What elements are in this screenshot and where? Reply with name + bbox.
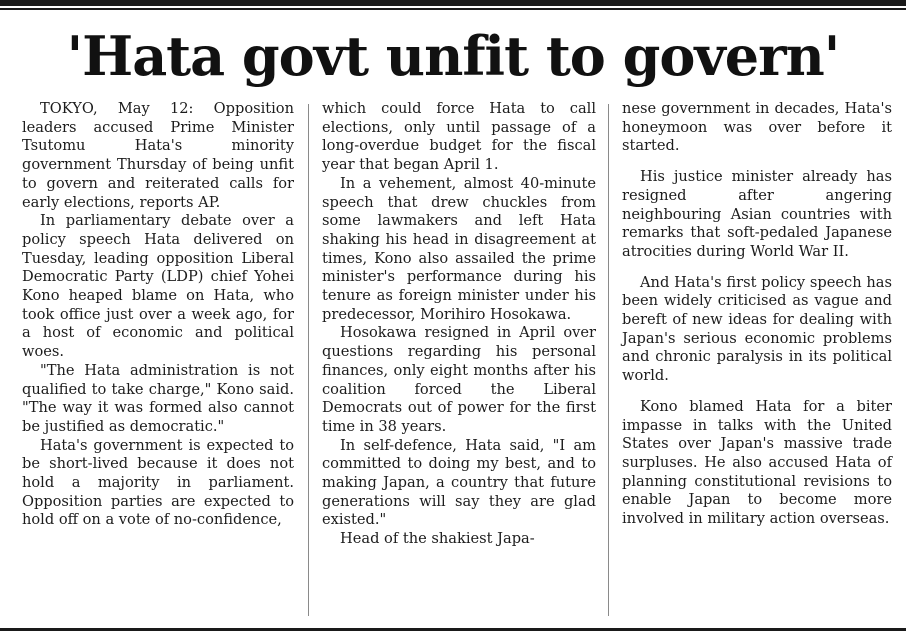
article-column-1: [22, 100, 294, 530]
bottom-rule: [0, 628, 906, 631]
paragraph: "The Hata administration is not qualified to take charge," Kono said. "The way it was formed also cannot be justified as democratic.": [22, 361, 294, 435]
paragraph: In self-defence, Hata said, "I am committed to doing my best, and to making Japan, a country that future generations will say they are glad existed.": [322, 436, 596, 529]
paragraph: TOKYO, May 12: Opposition leaders accused Prime Minister Tsutomu Hata's minority government Thursday of being unfit to govern and reiterated calls for early elections, reports AP.: [22, 100, 294, 211]
article-column-2: [322, 100, 596, 549]
paragraph: Hosokawa resigned in April over questions regarding his personal finances, only eight months after his coalition forced the Liberal Democrats out of power for the first time in 38 years.: [322, 324, 596, 435]
paragraph: which could force Hata to call elections, only until passage of a long-overdue budget for the fiscal year that began April 1.: [322, 100, 596, 174]
paragraph: Head of the shakiest Japa-: [340, 530, 535, 548]
article-column-3: [622, 100, 892, 529]
paragraph: His justice minister already has resigned after angering neighbouring Asian countries with remarks that soft-pedaled Japanese atrocities during World War II.: [622, 168, 892, 260]
paragraph: In parliamentary debate over a policy speech Hata delivered on Tuesday, leading opposition Liberal Democratic Party (LDP) chief Yohei Kono heaped blame on Hata, who took office just over a week ago, for a host of economic and political woes.: [22, 212, 294, 361]
column-divider: [608, 104, 609, 616]
paragraph: nese government in decades, Hata's honeymoon was over before it started.: [622, 100, 892, 155]
paragraph: In a vehement, almost 40-minute speech that drew chuckles from some lawmakers and left Hata shaking his head in disagreement at times, Kono also assailed the prime minister's performance during his tenure as foreign minister under his predecessor, Morihiro Hosokawa.: [322, 174, 596, 323]
top-rule-thin: [0, 8, 906, 10]
top-rule: [0, 0, 906, 6]
paragraph: Hata's government is expected to be short-lived because it does not hold a majority in parliament. Opposition parties are expected to hold off on a vote of no-confidence,: [22, 436, 294, 529]
column-divider: [308, 104, 309, 616]
paragraph: Kono blamed Hata for a biter impasse in talks with the United States over Japan's massive trade surpluses. He also accused Hata of planning constitutional revisions to enable Japan to become more involved in military action overseas.: [622, 397, 892, 528]
headline: 'Hata govt unfit to govern': [66, 24, 840, 88]
paragraph: And Hata's first policy speech has been widely criticised as vague and bereft of new ideas for dealing with Japan's serious economic problems and chronic paralysis in its political world.: [622, 273, 892, 385]
